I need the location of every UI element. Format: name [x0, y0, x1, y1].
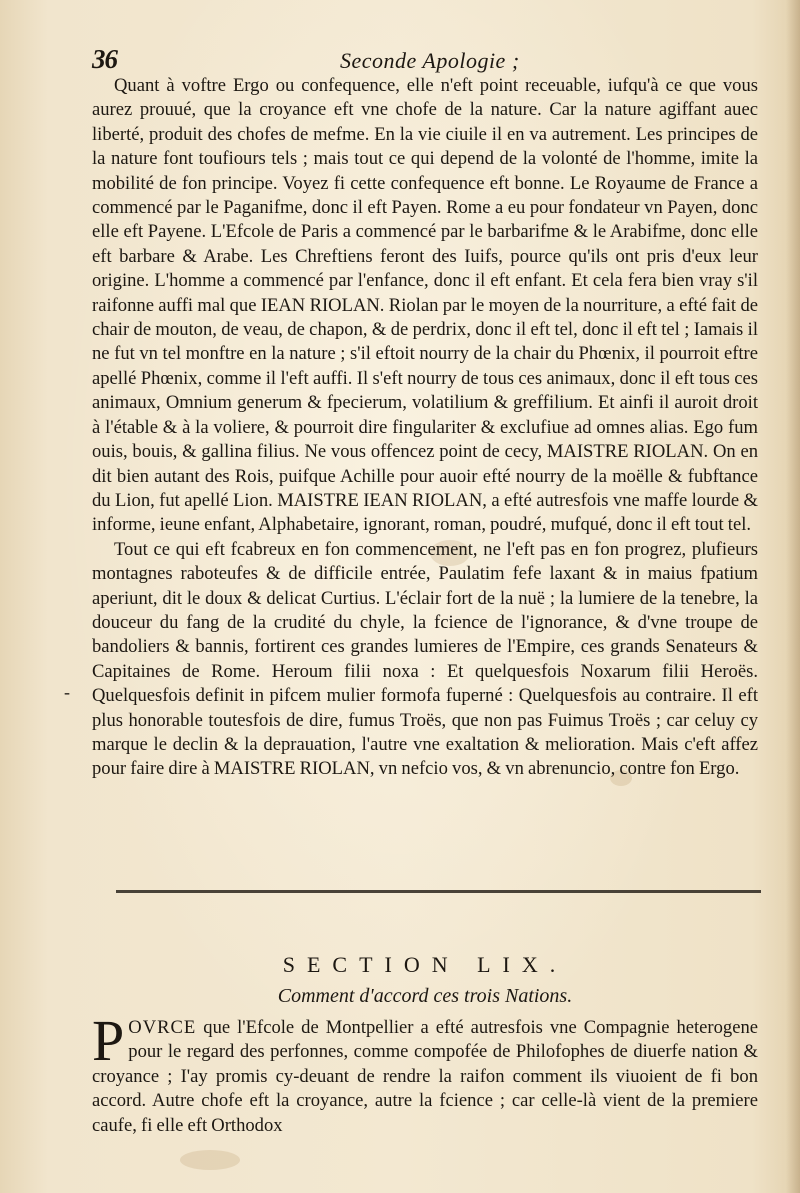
margin-mark: - — [64, 682, 70, 702]
section-paragraph: que l'Efcole de Montpellier a efté autresfois vne Compagnie heterogene pour le regard des perfonnes, comme compofée de Philofophes de diuerfe nation & croyance ; I'ay promis cy-deuant de rendre la raifon comment ils viuoient de fi bon accord. Autre chofe eft la croyance, autre la fcience ; car celle-là vient de la premiere caufe, fi elle eft Orthodox — [92, 1017, 758, 1136]
section-lead-word: OVRCE — [128, 1017, 197, 1038]
paragraph: Tout ce qui eft fcabreux en fon commencement, ne l'eft pas en fon progrez, plufieurs montagnes raboteufes & de difficile entrée, Paulatim fefe laxant & in maius fpatium aperiunt, dit le doux & delicat Curtius. L'éclair fort de la nuë ; la lumiere de la tenebre, la douceur du fang de la crudité du chyle, la fcience de l'ignorance, & d'vne troupe de bandoliers & bannis, fortirent ces grandes lumieres de l'Empire, ces grands Senateurs & Capitaines de Rome. Heroum filii noxa : Et quelquesfois Noxarum filii Heroës. Quelquesfois definit in pifcem mulier formofa fuperné : Quelquesfois au contraire. Il eft plus honorable toutesfois de dire, fumus Troës, que non pas Fuimus Troës ; car celuy cy marque le declin & la deprauation, l'autre vne exaltation & melioration. Mais c'eft affez pour faire dire à MAISTRE RIOLAN, vn nefcio vos, & vn abrenuncio, contre fon Ergo. — [92, 538, 758, 780]
section-title: SECTION LIX. — [282, 952, 568, 977]
drop-cap: P — [92, 1008, 125, 1073]
page-edge-shadow — [786, 0, 800, 1193]
running-head: Seconde Apologie ; — [340, 48, 520, 73]
section-subtitle: Comment d'accord ces trois Nations. — [277, 985, 573, 1007]
main-text — [92, 74, 758, 782]
page-number: 36 — [92, 44, 117, 74]
section-text — [92, 1008, 758, 1138]
paragraph: Quant à voftre Ergo ou confequence, elle n'eft point receuable, iufqu'à ce que vous aurez prouué, que la croyance eft vne chofe de la nature. Car la nature agiffant auec liberté, produit des chofes de mefme. En la vie ciuile il en va autrement. Les principes de la nature font toufiours tels ; mais tout ce qui depend de la volonté de l'homme, imite la mobilité de fon principe. Voyez fi cette confequence eft bonne. Le Royaume de France a commencé par le Paganifme, donc il eft Payen. Rome a eu pour fondateur vn Payen, donc elle eft Payene. L'Efcole de Paris a commencé par le barbarifme & le Arabifme, donc elle eft barbare & Arabe. Les Chreftiens feront des Iuifs, pource qu'ils ont pris d'eux leur origine. L'homme a commencé par l'enfance, donc il eft enfant. Et cela fera bien vray s'il raifonne auffi mal que IEAN RIOLAN. Riolan par le moyen de la nourriture, a efté fait de chair de mouton, de veau, de chapon, & de perdrix, donc il eft tel, donc il eft tel ; Iamais il ne fut vn tel monftre en la nature ; s'il eftoit nourry de la chair du Phœnix, il pourroit eftre apellé Phœnix, comme il l'eft auffi. Il s'eft nourry de tous ces animaux, donc il eft tous ces animaux, Omnium generum & fpecierum, volatilium & greffilium. Et ainfi il auroit droit à l'étable & à la voliere, & pourroit dire fingulariter & exclufiue ad omnes alias. Ego fum ouis, bouis, & gallina filius. Ne vous offencez point de cecy, MAISTRE RIOLAN. On en dit bien autant des Rois, puifque Achille pour auoir efté nourry de la moëlle & fubftance du Lion, fut apellé Lion. MAISTRE IEAN RIOLAN, a efté autresfois vne maffe lourde & informe, ieune enfant, Alphabetaire, ignorant, roman, poudré, mufqué, donc il eft tout tel. — [92, 75, 758, 536]
paper-stain — [180, 1150, 240, 1170]
section-divider-rule — [116, 890, 761, 893]
